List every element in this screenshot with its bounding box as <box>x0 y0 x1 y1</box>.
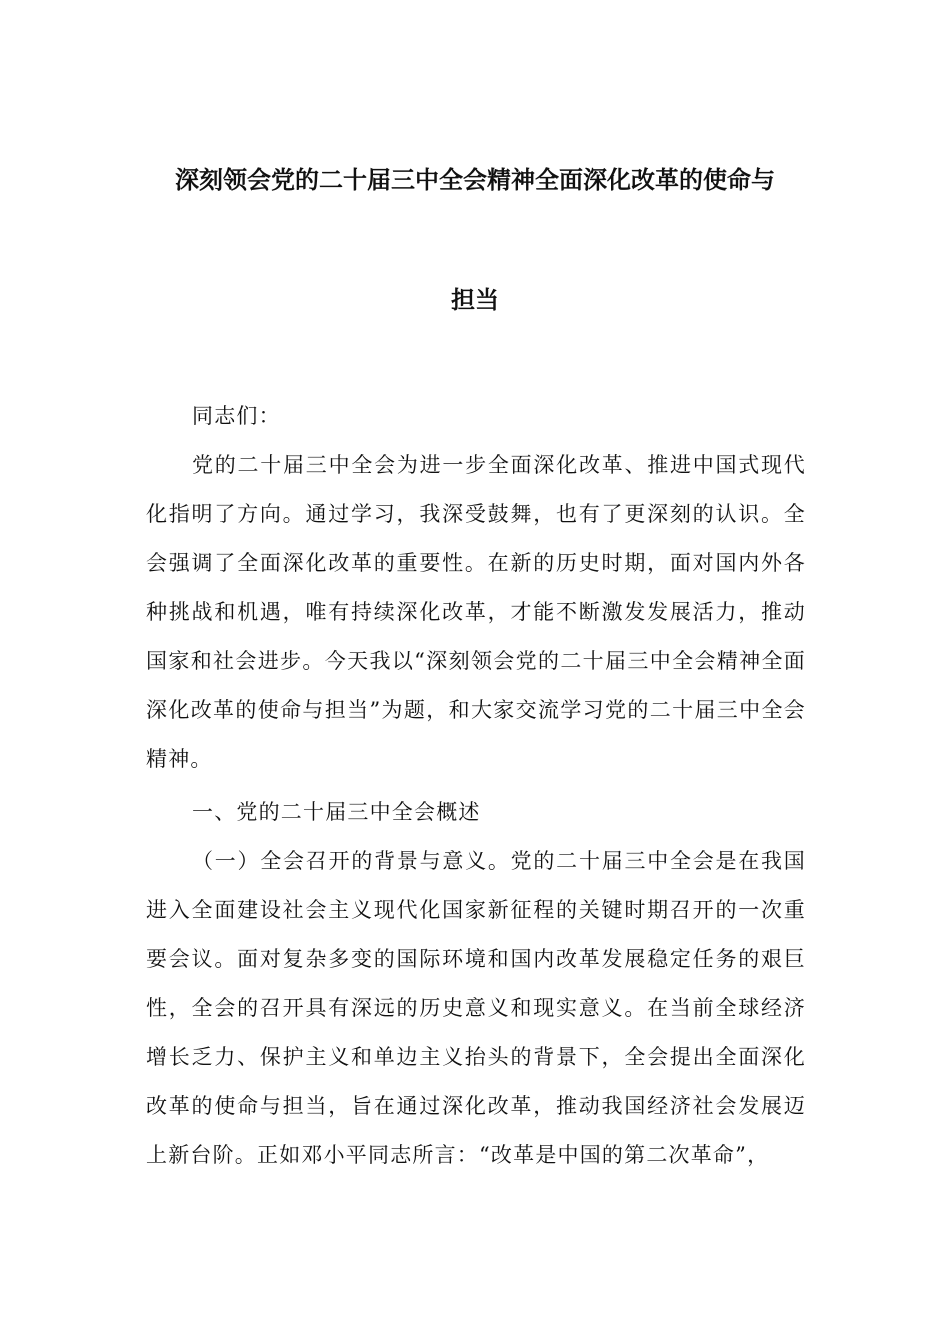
section-heading-1: 一、党的二十届三中全会概述 <box>192 800 481 824</box>
document-title-line-1: 深刻领会党的二十届三中全会精神全面深化改革的使命与 <box>175 165 775 194</box>
document-title-line-2: 担当 <box>451 285 499 314</box>
paragraph-intro: 党的二十届三中全会为进一步全面深化改革、推进中国式现代化指明了方向。通过学习，我深受鼓舞，也有了更深刻的认识。全会强调了全面深化改革的重要性。在新的历史时期，面对国内外各种挑战和机遇，唯有持续深化改革，才能不断激发发展活力，推动国家和社会进步。今天我以“深刻领会党的二十届三中全会精神全面深化改革的使命与担当”为题，和大家交流学习党的二十届三中全会精神。 <box>146 453 806 771</box>
paragraph-background: （一）全会召开的背景与意义。党的二十届三中全会是在我国进入全面建设社会主义现代化国家新征程的关键时期召开的一次重要会议。面对复杂多变的国际环境和国内改革发展稳定任务的艰巨性，全会的召开具有深远的历史意义和现实意义。在当前全球经济增长乏力、保护主义和单边主义抬头的背景下，全会提出全面深化改革的使命与担当，旨在通过深化改革，推动我国经济社会发展迈上新台阶。正如邓小平同志所言：“改革是中国的第二次革命”， <box>146 849 806 1167</box>
salutation: 同志们： <box>192 404 281 428</box>
